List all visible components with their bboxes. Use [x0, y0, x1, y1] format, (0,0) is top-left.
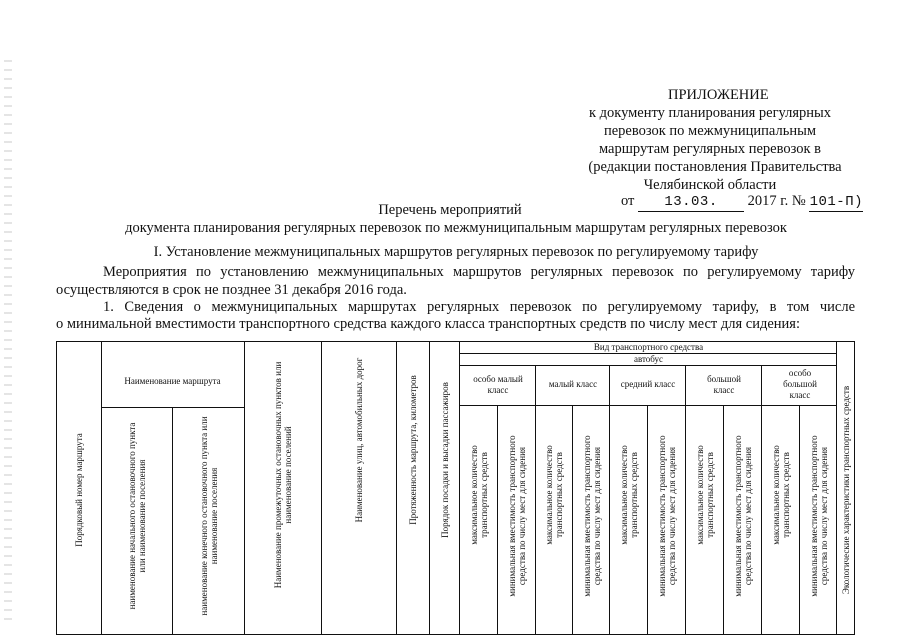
appendix-line: маршрутам регулярных перевозок в	[598, 141, 822, 157]
col-max-qty: максимальное количество транспортных средств	[695, 445, 715, 545]
section-title: I. Установление межмуниципальных маршрутов регулярных перевозок по регулируемому тарифу	[153, 244, 759, 260]
col-min-capacity: минимальная вместимость транспортного средства по числу мест для сидения	[733, 435, 753, 597]
class-header: средний класс	[620, 379, 676, 389]
col-min-capacity: минимальная вместимость транспортного средства по числу мест для сидения	[657, 435, 677, 597]
col-eco: Экологические характеристики транспортных средств	[841, 385, 851, 595]
class-header: малый класс	[548, 379, 598, 389]
class-header: особо большой класс	[783, 368, 817, 400]
col-max-qty: максимальное количество транспортных средств	[771, 445, 791, 545]
col-bus: автобус	[633, 354, 664, 364]
date-value: 13.03.	[638, 193, 744, 212]
appendix-line: Челябинской области	[643, 177, 777, 193]
appendix-line: к документу планирования регулярных	[588, 105, 832, 121]
col-min-capacity: минимальная вместимость транспортного средства по числу мест для сидения	[582, 435, 602, 597]
appendix-line: перевозок по межмуниципальным	[603, 123, 817, 139]
col-boarding: Порядок посадки и высадки пассажиров	[440, 382, 450, 538]
class-header: особо малый класс	[473, 374, 523, 395]
col-start-stop: наименование начального остановочного пункта или наименование поселения	[127, 422, 147, 610]
col-max-qty: максимальное количество транспортных средств	[619, 445, 639, 545]
class-header: большой класс	[707, 374, 741, 395]
appendix-date-line	[621, 192, 863, 212]
scan-margin-artifact	[4, 60, 12, 620]
col-route-number: Порядковый номер маршрута	[74, 433, 84, 547]
col-intermediate: Наименование промежуточных остановочных пунктов или наименование поселений	[273, 361, 293, 589]
col-vehicle-type: Вид транспортного средства	[593, 342, 704, 352]
section-paragraph: Мероприятия по установлению межмуниципальных маршрутов регулярных перевозок по регулируемому тарифу	[103, 264, 855, 280]
document-subheading: документа планирования регулярных перевозок по межмуниципальным маршрутам регулярных перевозок	[125, 220, 787, 236]
col-streets: Наименование улиц, автомобильных дорог	[354, 357, 364, 523]
col-min-capacity: минимальная вместимость транспортного средства по числу мест для сидения	[809, 435, 829, 597]
col-end-stop: наименование конечного остановочного пункта или наименование поселения	[199, 416, 219, 616]
section-paragraph: 1. Сведения о межмуниципальных маршрутах регулярных перевозок по регулируемому тарифу, в том числе	[103, 299, 855, 315]
year-text: 2017 г. №	[747, 193, 806, 209]
col-max-qty: максимальное количество транспортных средств	[544, 445, 564, 545]
appendix-line: (редакции постановления Правительства	[588, 159, 842, 175]
date-prefix: от	[621, 193, 635, 209]
col-route-name: Наименование маршрута	[124, 376, 221, 386]
col-max-qty: максимальное количество транспортных средств	[469, 445, 489, 545]
appendix-title: ПРИЛОЖЕНИЕ	[668, 87, 769, 103]
number-value: 101-П)	[809, 194, 864, 210]
section-paragraph: осуществляются в срок не позднее 31 декабря 2016 года.	[56, 282, 407, 298]
col-min-capacity: минимальная вместимость транспортного средства по числу мест для сидения	[507, 435, 527, 597]
document-heading: Перечень мероприятий	[378, 202, 522, 218]
section-paragraph: о минимальной вместимости транспортного средства каждого класса транспортных средств по числу мест для сидения:	[56, 316, 800, 332]
col-length: Протяженность маршрута, километров	[408, 375, 418, 525]
